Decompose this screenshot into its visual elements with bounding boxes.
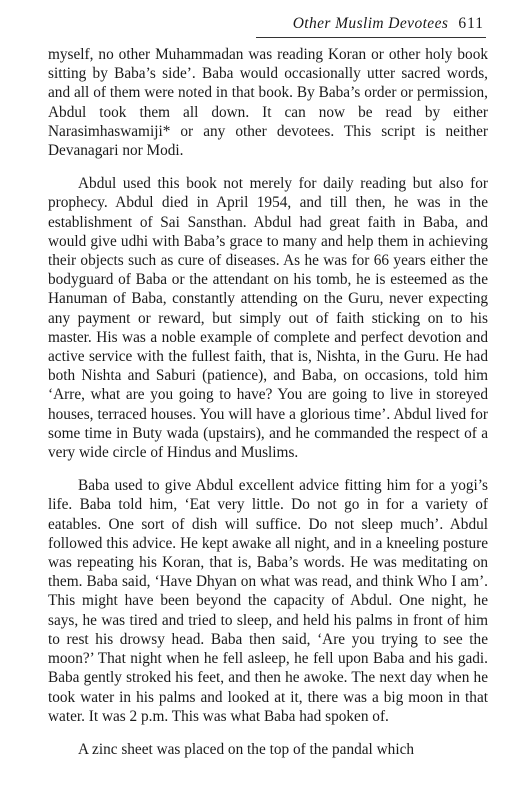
paragraph: Abdul used this book not merely for daily reading but also for prophecy. Abdul died in April 1954, and till then, he was in the establishment of Sai Sansthan. Abdul had great faith in Baba, and would give udhi with Baba’s grace to many and help them in achieving their objects such as cure of diseases. As he was for 66 years either the bodyguard of Baba or the attendant on his tomb, he is esteemed as the Hanuman of Baba, constantly attending on the Guru, never expecting any payment or reward, but simply out of faith sticking on to his master. His was a noble example of complete and perfect devotion and active service with the fullest faith, that is, Nishta, in the Guru. He had both Nishta and Saburi (patience), and Baba, on occasions, told him ‘Arre, what are you going to have? You are going to live in storeyed houses, terraced houses. You will have a glorious time’. Abdul lived for some time in Buty wada (upstairs), and he commanded the respect of a very wide circle of Hindus and Muslims.	[48, 175, 488, 462]
running-title: Other Muslim Devotees	[292, 15, 449, 32]
page-number: 611	[458, 15, 484, 32]
paragraph: A zinc sheet was placed on the top of the pandal which	[78, 740, 415, 758]
body-text	[48, 45, 488, 773]
paragraph: Baba used to give Abdul excellent advice fitting him for a yogi’s life. Baba told him, ‘Eat very little. Do not go in for a variety of eatables. One sort of dish will suffice. Do not sleep much’. Abdul followed this advice. He kept awake all night, and in a kneeling posture was repeating his Koran, that is, Baba’s words. He was meditating on them. Baba said, ‘Have Dhyan on what was read, and think Who I am’. This might have been beyond the capacity of Abdul. One night, he says, he was tired and tried to sleep, and held his palms in front of him to rest his drowsy head. Baba then said, ‘Are you trying to see the moon?’ That night when he fell asleep, he fell upon Baba and his gadi. Baba gently stroked his feet, and then he awoke. The next day when he took water in his palms and looked at it, there was a big moon in that water. It was 2 p.m. This was what Baba had spoken of.	[48, 477, 488, 725]
running-header	[293, 14, 484, 34]
header-rule	[256, 37, 486, 38]
paragraph-continued: myself, no other Muhammadan was reading Koran or other holy book sitting by Baba’s side’. Baba would occasionally utter sacred words, and all of them were noted in that book. By Baba’s order or permission, Abdul took them all down. It can now be read by either Narasimhaswamiji* or any other devotees. This script is neither Devanagari nor Modi.	[48, 46, 488, 160]
